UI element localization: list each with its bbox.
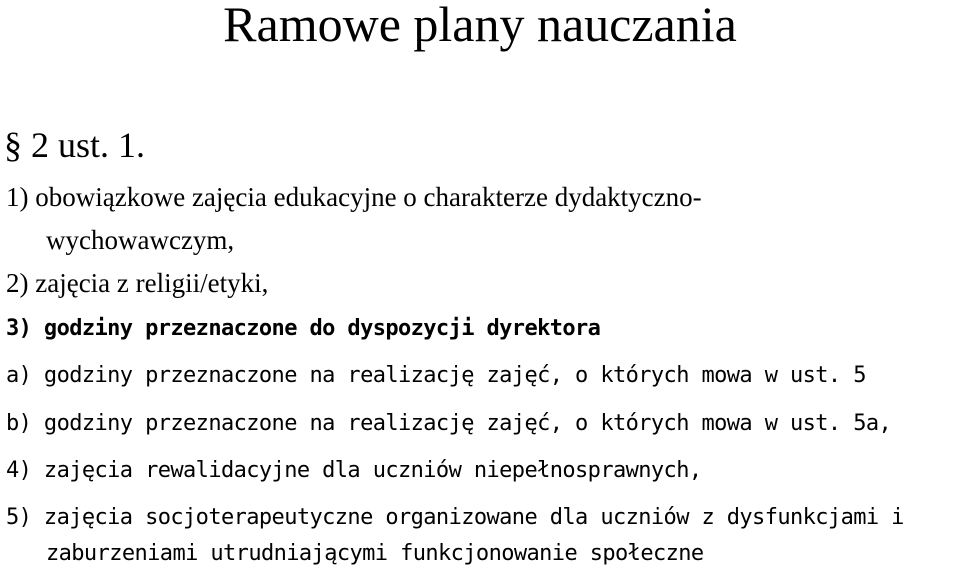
list-item-4: 4) zajęcia rewalidacyjne dla uczniów niepełnosprawnych, — [6, 458, 702, 483]
list-item-2: 2) zajęcia z religii/etyki, — [6, 268, 269, 298]
list-item-5-continuation: zaburzeniami utrudniającymi funkcjonowanie społeczne — [46, 541, 704, 566]
list-item-3b: b) godziny przeznaczone na realizację zajęć, o których mowa w ust. 5a, — [6, 411, 892, 436]
section-heading: § 2 ust. 1. — [4, 125, 146, 165]
list-item-5: 5) zajęcia socjoterapeutyczne organizowane dla uczniów z dysfunkcjami i — [6, 505, 904, 530]
page-title: Ramowe plany nauczania — [223, 0, 737, 52]
list-item-1-continuation: wychowawczym, — [46, 225, 235, 255]
list-item-3a: a) godziny przeznaczone na realizację zajęć, o których mowa w ust. 5 — [6, 363, 866, 388]
list-item-1: 1) obowiązkowe zajęcia edukacyjne o charakterze dydaktyczno- — [6, 182, 702, 212]
list-item-3: 3) godziny przeznaczone do dyspozycji dyrektora — [6, 316, 601, 341]
